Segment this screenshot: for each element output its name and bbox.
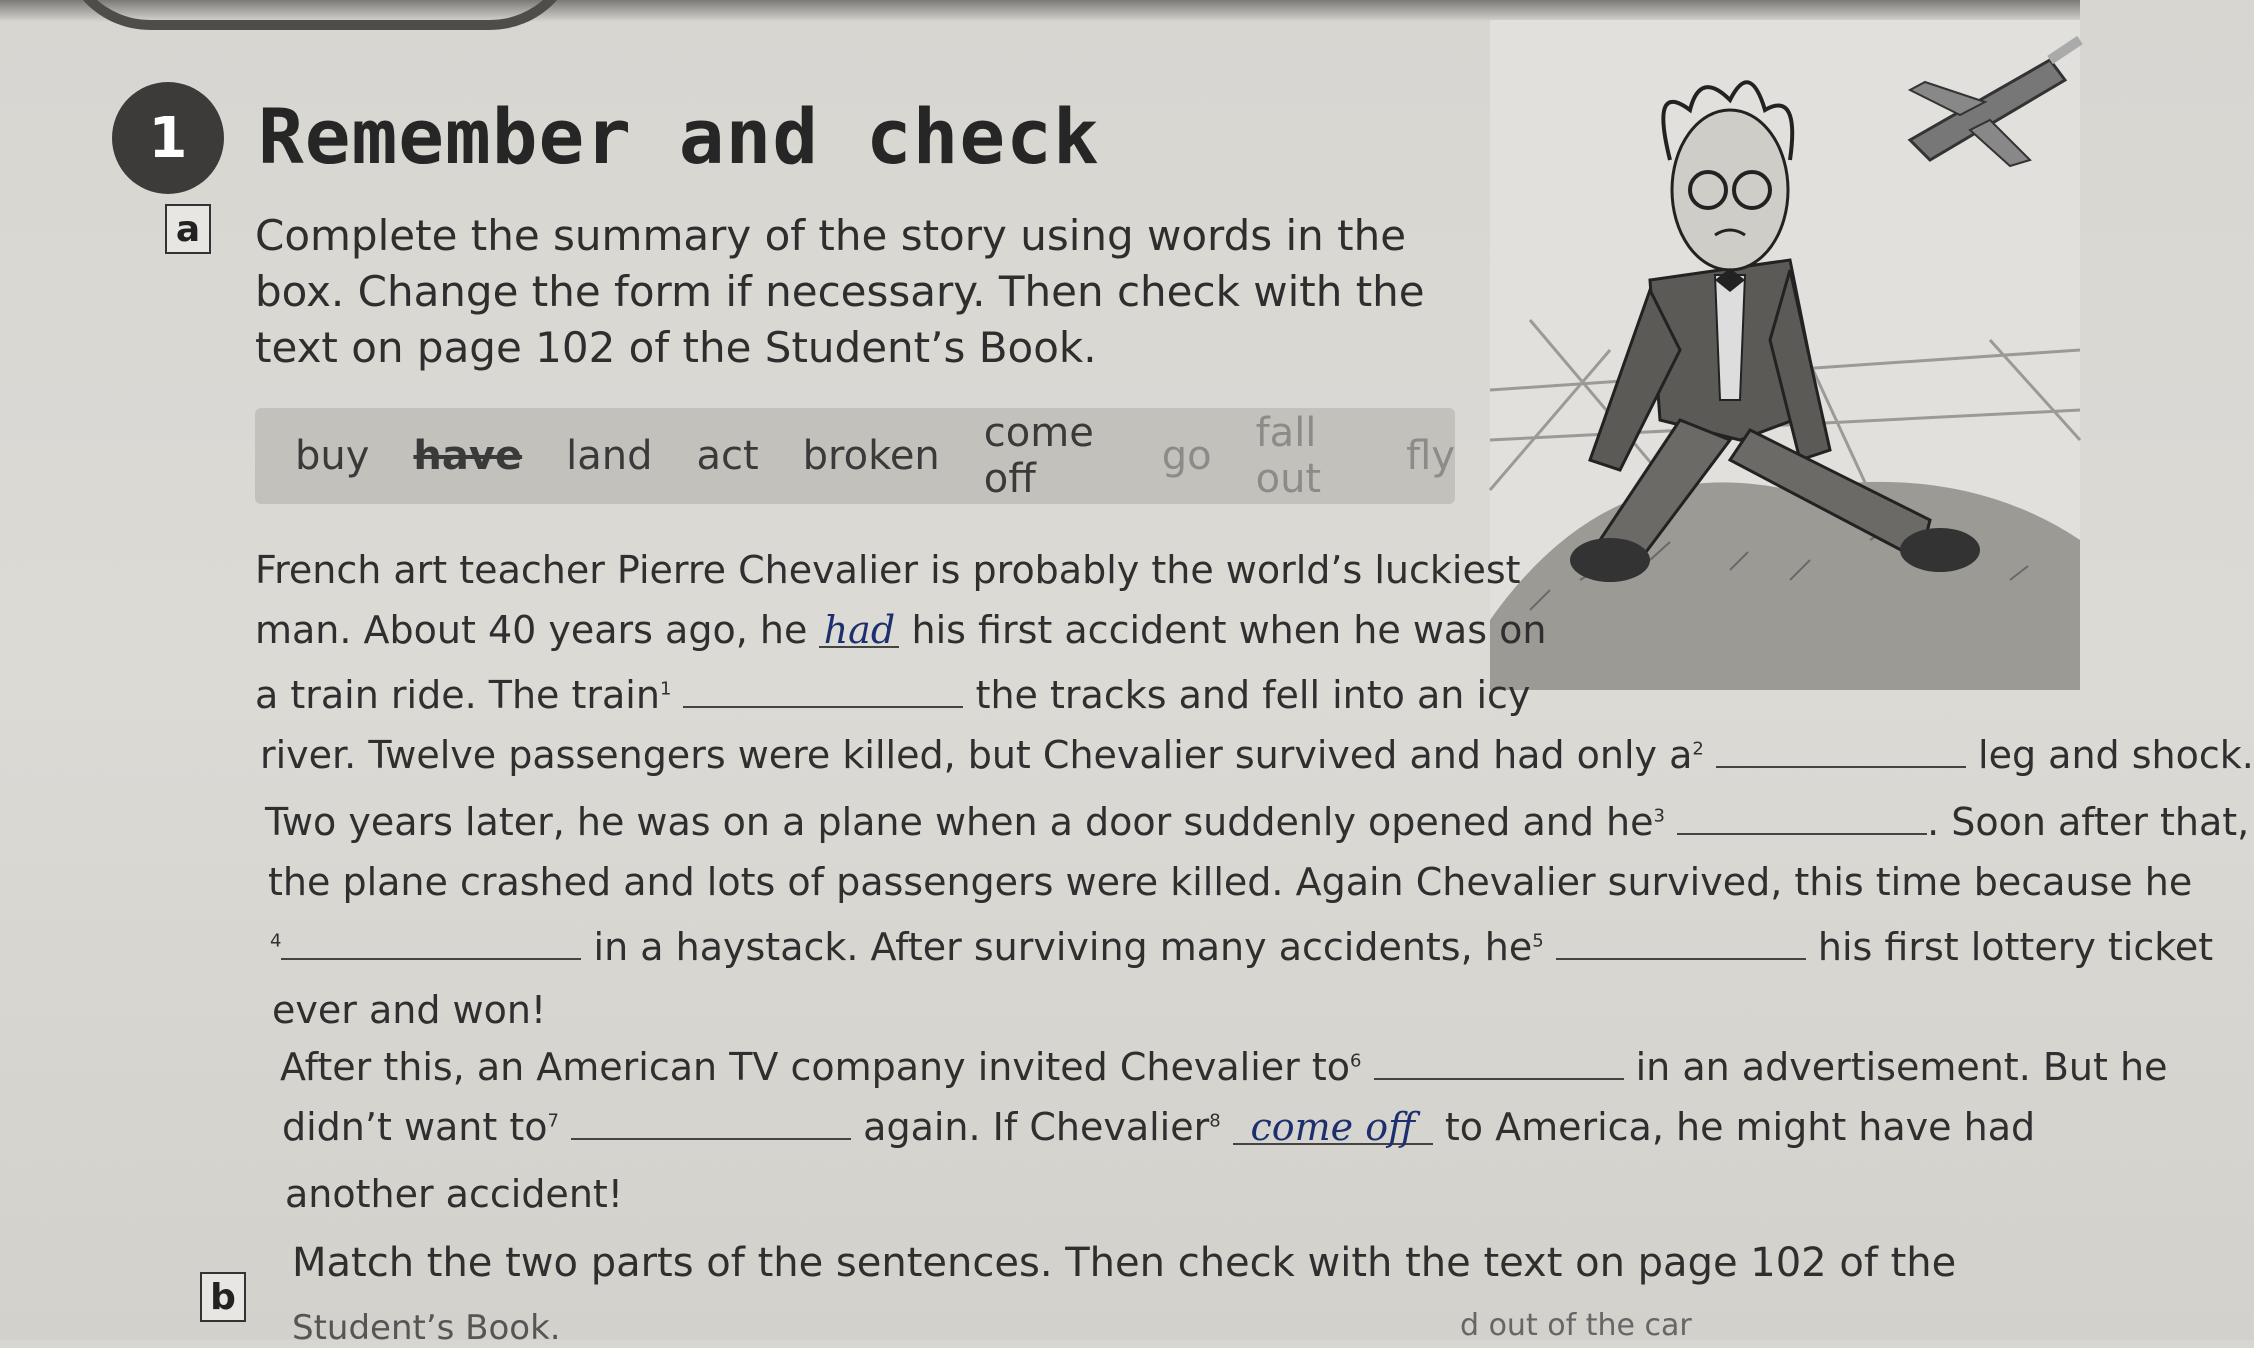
answer-blank-2[interactable]	[1716, 728, 1966, 768]
part-b-letter: b	[210, 1276, 236, 1318]
section-title: Remember and check	[258, 92, 1100, 181]
text-fragment: man. About 40 years ago, he	[255, 608, 808, 652]
word-item: land	[566, 433, 653, 479]
section-number: 1	[148, 105, 188, 171]
answer-blank-6[interactable]	[1374, 1040, 1624, 1080]
word-item: go	[1161, 433, 1212, 479]
answer-blank-1[interactable]	[683, 668, 963, 708]
word-item: act	[696, 433, 759, 479]
gap-number: 6	[1349, 1050, 1362, 1072]
part-b-cut-text-right: d out of the car	[1460, 1308, 1692, 1343]
text-fragment: leg and shock.	[1978, 733, 2254, 777]
text-fragment: a train ride. The train	[255, 673, 660, 717]
part-b-label	[200, 1272, 246, 1322]
text-fragment: in a haystack. After surviving many accidents, he	[593, 925, 1533, 969]
summary-line-2	[255, 608, 1546, 652]
binding-curve	[60, 0, 580, 30]
answer-blank-5[interactable]	[1556, 920, 1806, 960]
text-fragment: his first lottery ticket	[1817, 925, 2214, 969]
text-fragment: After this, an American TV company invited Chevalier to	[280, 1045, 1350, 1089]
answer-blank-8[interactable]: come off	[1233, 1105, 1433, 1145]
text-fragment: the tracks and fell into an icy	[975, 673, 1531, 717]
section-number-badge	[112, 82, 224, 194]
text-fragment: didn’t want to	[282, 1105, 548, 1149]
text-fragment: again. If Chevalier	[863, 1105, 1210, 1149]
text-fragment: his first accident when he was on	[911, 608, 1547, 652]
word-item: buy	[295, 433, 370, 479]
gap-number: 2	[1692, 738, 1704, 760]
part-a-instruction: Complete the summary of the story using words in the box. Change the form if necessary. Then check with the text on page 102 of the Student’s Book.	[255, 211, 1425, 372]
summary-line-3	[255, 668, 1530, 717]
gap-number: 4	[270, 930, 282, 952]
word-box	[255, 408, 1455, 504]
text-fragment: in an advertisement. But he	[1635, 1045, 2168, 1089]
gap-number: 5	[1532, 930, 1544, 952]
man-on-haystack-illustration	[1490, 20, 2080, 690]
word-item: broken	[802, 433, 940, 479]
gap-number: 8	[1209, 1110, 1221, 1132]
part-b-cut-text: Student’s Book.	[292, 1308, 561, 1348]
answer-blank-4[interactable]	[281, 920, 581, 960]
word-item: fly	[1406, 433, 1455, 479]
part-a-label	[165, 204, 211, 254]
summary-line-9	[280, 1040, 2167, 1089]
gap-number: 1	[659, 678, 672, 700]
text-fragment: Two years later, he was on a plane when a door suddenly opened and he	[265, 800, 1654, 844]
summary-line-7	[270, 920, 2213, 969]
word-item: come off	[983, 410, 1094, 502]
summary-line-8: ever and won!	[272, 988, 547, 1032]
gap-number: 3	[1653, 805, 1665, 827]
text-fragment: river. Twelve passengers were killed, but Chevalier survived and had only a	[260, 733, 1693, 777]
summary-line-4	[260, 728, 2254, 777]
answer-blank-7[interactable]	[571, 1100, 851, 1140]
summary-line-6: the plane crashed and lots of passengers were killed. Again Chevalier survived, this time because he	[268, 860, 2193, 904]
text-fragment: to America, he might have had	[1444, 1105, 2036, 1149]
answer-blank-3[interactable]	[1677, 795, 1927, 835]
part-a-letter: a	[175, 208, 201, 250]
summary-line-5	[265, 795, 2249, 844]
answer-example: had	[819, 608, 899, 648]
word-item: fall out	[1255, 410, 1322, 502]
summary-line-1: French art teacher Pierre Chevalier is probably the world’s luckiest	[255, 548, 1521, 592]
summary-line-11: another accident!	[285, 1172, 624, 1216]
summary-line-10	[282, 1100, 2035, 1149]
part-b-instruction: Match the two parts of the sentences. Then check with the text on page 102 of the	[292, 1240, 1957, 1286]
text-fragment: . Soon after that,	[1927, 800, 2250, 844]
word-item-crossed: have	[413, 433, 523, 479]
gap-number: 7	[547, 1110, 559, 1132]
